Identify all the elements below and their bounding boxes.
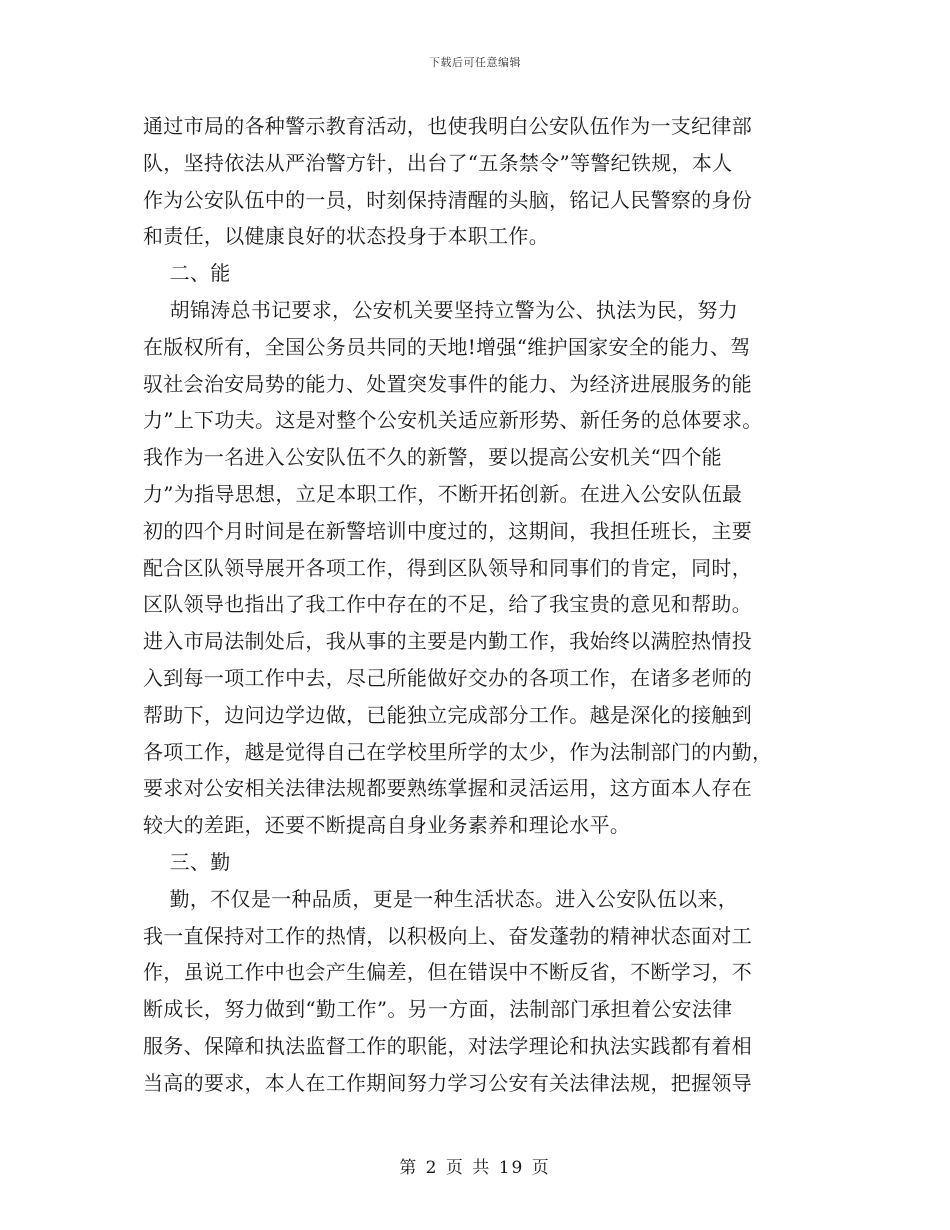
- text-line: 各项工作，越是觉得自己在学校里所学的太少，作为法制部门的内勤，: [143, 739, 773, 764]
- text-line: 胡锦涛总书记要求，公安机关要坚持立警为公、执法为民，努力: [143, 297, 739, 322]
- text-line: 区队领导也指出了我工作中存在的不足，给了我宝贵的意见和帮助。: [143, 592, 752, 617]
- text-line: 作为公安队伍中的一员，时刻保持清醒的头脑，铭记人民警察的身份: [143, 187, 752, 212]
- text-line: 初的四个月时间是在新警培训中度过的，这期间，我担任班长，主要: [143, 518, 752, 543]
- text-line: 勤，不仅是一种品质，更是一种生活状态。进入公安队伍以来，: [143, 886, 739, 911]
- text-line: 我作为一名进入公安队伍不久的新警，要以提高公安机关“四个能: [143, 445, 722, 470]
- text-line: 力”上下功夫。这是对整个公安机关适应新形势、新任务的总体要求。: [143, 408, 763, 433]
- document-body: [143, 108, 808, 1102]
- text-line: 当高的要求，本人在工作期间努力学习公安有关法律法规，把握领导: [143, 1070, 752, 1095]
- text-line: 较大的差距，还要不断提高自身业务素养和理论水平。: [143, 813, 631, 838]
- text-line: 力”为指导思想，立足本职工作，不断开拓创新。在进入公安队伍最: [143, 481, 743, 506]
- text-line: 进入市局法制处后，我从事的主要是内勤工作，我始终以满腔热情投: [143, 629, 752, 654]
- text-line: 驭社会治安局势的能力、处置突发事件的能力、为经济进展服务的能: [143, 371, 752, 396]
- section-heading: 二、能: [143, 261, 231, 286]
- text-line: 要求对公安相关法律法规都要熟练掌握和灵活运用，这方面本人存在: [143, 776, 752, 801]
- text-line: 帮助下，边问边学边做，已能独立完成部分工作。越是深化的接触到: [143, 702, 752, 727]
- text-line: 我一直保持对工作的热情，以积极向上、奋发蓬勃的精神状态面对工: [143, 923, 752, 948]
- text-line: 队，坚持依法从严治警方针，出台了“五条禁令”等警纪铁规，本人: [143, 150, 733, 175]
- page-number-footer: 第 2 页 共 19 页: [399, 1158, 551, 1178]
- text-line: 在版权所有，全国公务员共同的天地!增强“维护国家安全的能力、驾: [143, 334, 751, 359]
- text-line: 和责任，以健康良好的状态投身于本职工作。: [143, 224, 549, 249]
- text-line: 服务、保障和执法监督工作的职能，对法学理论和执法实践都有着相: [143, 1033, 752, 1058]
- text-line: 配合区队领导展开各项工作，得到区队领导和同事们的肯定，同时，: [143, 555, 752, 580]
- text-line: 作，虽说工作中也会产生偏差，但在错误中不断反省，不断学习，不: [143, 960, 752, 985]
- text-line: 断成长，努力做到“勤工作”。另一方面，法制部门承担着公安法律: [143, 997, 733, 1022]
- text-line: 入到每一项工作中去，尽己所能做好交办的各项工作，在诸多老师的: [143, 665, 752, 690]
- section-heading: 三、勤: [143, 849, 231, 874]
- text-line: 通过市局的各种警示教育活动，也使我明白公安队伍作为一支纪律部: [143, 114, 752, 138]
- header-note: 下载后可任意编辑: [429, 56, 521, 69]
